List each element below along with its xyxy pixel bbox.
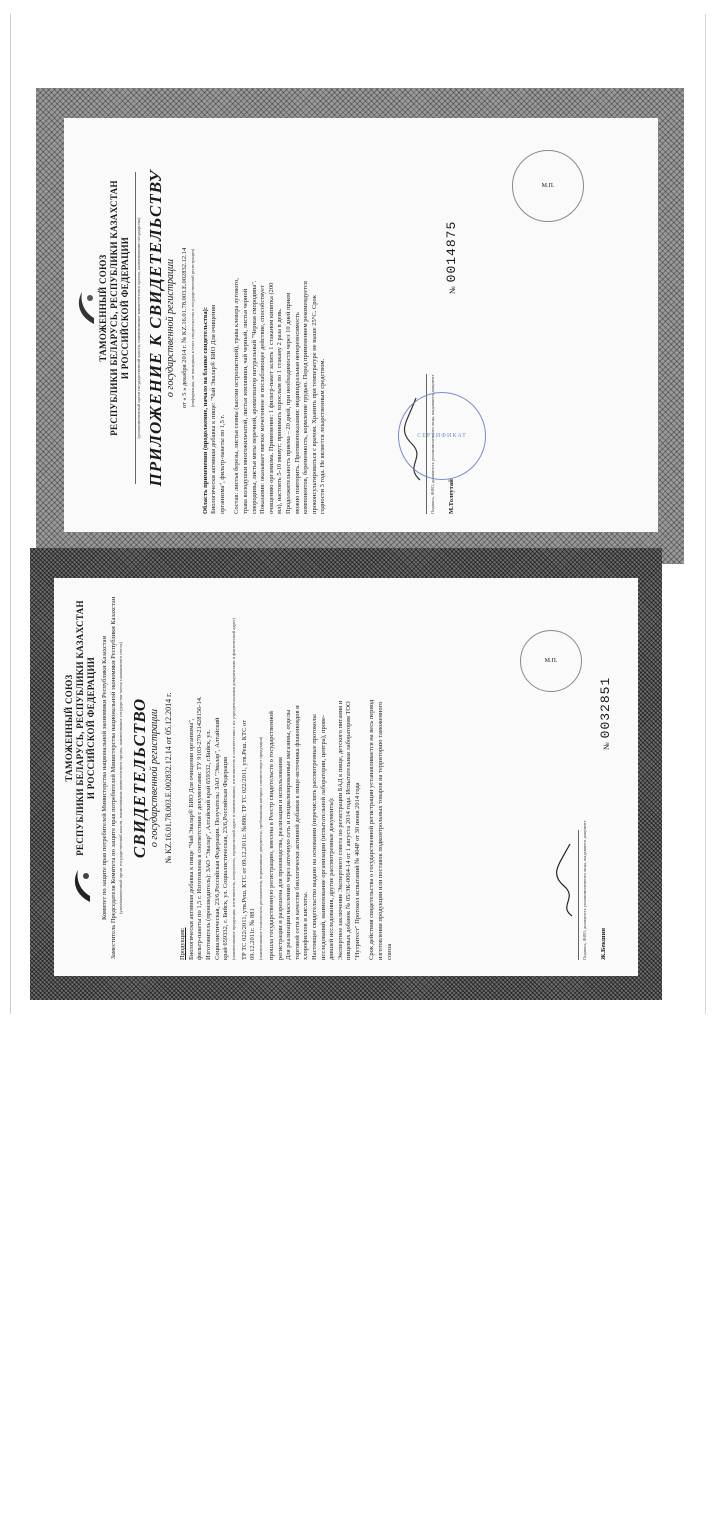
annex-composition-line: мл), настоять 5-10 минут; принимать взрослым по 1 стакану 2 раза в день. [276,308,284,514]
annex-composition-line: Состав: листья березы, листья сенны (кассии остролистной), трава клевера лугового, [233,278,241,514]
cert-product [179,596,237,960]
cert-authority-note: (уполномоченный орган государственной власти, наименование компетентного органа, наименование государства-члена таможенного союза) [118,641,124,915]
annex-composition-line: Продолжительность приема – 20 дней, при необходимости через 10 дней прием [284,292,292,514]
annex-stamp-text: СЕРТИФИКАТ [417,433,467,439]
cert-body-line: исследований, наименование организации (испытательной лаборатории, центра), прове- [319,714,327,960]
cert-union-line-3: И РОССИЙСКОЙ ФЕДЕРАЦИИ [86,656,96,800]
cert-serial-number: 0032851 [598,676,613,739]
cert-subtitle: о государственной регистрации [149,708,161,848]
annex-field-line: организма", фильтр-пакеты по 1,5 г. [218,414,226,514]
cert-reg-number: KZ.16.01.78.003.E.002832.12.14 [164,746,174,854]
cert-reg-date-label: от [164,736,174,745]
annex-composition-line: компонентов, беременность, кормление грудью. Перед применением рекомендуется [302,281,310,514]
annex-composition-line: Показания: оказывает мягкое мочегонное и послабляющее действие, способствует [259,285,267,514]
annex-field-heading: Область применения (продолжение, начало на бланке свидетельства): [201,306,209,514]
cert-authority: Комитет по защите прав потребителей Министерства национальной экономики Республики Казахстан [101,636,108,921]
cert-serial-label: № [602,742,611,750]
customs-union-logo [74,288,98,328]
cert-conformity [241,596,264,960]
annex-union-line-3: И РОССИЙСКОЙ ФЕДЕРАЦИИ [120,236,130,380]
cert-body-line: Экспертное заключение Экспертного совета по регистрации БАД к пище, детского питания и [336,700,344,960]
cert-body [268,596,363,960]
cert-reg-date: 05.12.2014 г. [164,692,174,735]
cert-product-label: Продукция: [179,927,187,960]
cert-body-line: прошла государственную регистрацию, внесена в Реестр свидетельств о государственной [267,711,275,960]
cert-product-line: Изготовитель (производитель): ЗАО "Эвалар", Алтайский край 659332, г.Бийск, ул. [204,729,212,960]
cert-conformity-note: (наименование технических регламентов, нормативные документы, требованиям которых соответствует продукция) [257,736,263,960]
cert-conformity-line: 09.12.2011г. № 881 [249,908,257,960]
annex-union-line-1: ТАМОЖЕННЫЙ СОЮЗ [98,254,108,362]
annex-composition-line: проконсультироваться с врачом. Хранить при температуре не выше 25°С. Срок [310,295,318,514]
cert-union-line-2: РЕСПУБЛИКИ БЕЛАРУСЬ, РЕСПУБЛИКИ КАЗАХСТАН [75,600,85,856]
cert-reg-number-label: № [164,855,174,864]
cert-body-line: хлорофиллов и кислоты. [302,891,310,960]
annex-union-line-2: РЕСПУБЛИКИ БЕЛАРУСЬ, РЕСПУБЛИКИ КАЗАХСТАН [109,180,119,436]
cert-conformity-line: ТР ТС 022/2011, утв.Реш. КТС от 09.12.2011г. №880; ТР ТС 022/2011, утв.Реш. КТС от [240,719,248,960]
annex-serial-label: № [448,286,457,294]
signature-scribble [556,840,580,920]
cert-product-line: фильтр-пакеты по 1,5 г. Изготовлена в соответствии с документами: ТУ 9103-270-21428156-14. [196,696,204,960]
cert-product-line: Социалистическая, 23/6,Российская Федерация. Получатель: ЗАО "Эвалар", Алтайский [213,717,221,960]
annex-composition-line: трава володушки многожильчатой, листья земляники, чай черный, листья черной [241,288,249,514]
cert-validity-line: Срок действия свидетельства о государственной регистрации устанавливается на весь период [368,699,376,960]
cert-product-line: Биологически активная добавка к пище "Чай Эвалар® БИО Для очищения организма", [187,718,195,960]
cert-validity-line: изготовления продукции или поставок подконтрольных товаров на территорию таможенного [377,701,385,960]
annex-blue-stamp [398,392,486,480]
cert-signer-name: Ж.Бекшин [600,928,607,960]
cert-body-line: дившей исследования, другие рассмотренные документы): [328,797,336,960]
cert-product-line: край 659332, г. Бийск, ул. Социалистическая, 23/6,Российская Федерация [222,757,230,960]
cert-product-note: (наименование продукции, изготовитель, получатель, юридический адрес и наименование, изготовитель в соответствии с их учредительными документами и фактический адрес) [230,617,236,960]
annex-serial-number: 0014875 [444,220,459,283]
annex-date-line: от « 5 » декабря 2014 г. № KZ.16.01.78.003.E.002832.12.14 [181,247,188,409]
annex-seal [512,150,584,222]
annex-signer-name: М.Толеутай [448,479,455,514]
cert-serial [596,677,614,750]
annex-authority-note: (уполномоченный орган государственной власти, наименование компетентного органа, наименование государства) [136,217,141,439]
cert-union-line-1: ТАМОЖЕННЫЙ СОЮЗ [64,674,74,782]
cert-body-line: пищевых добавок № 05/ЭК-0064-14 от 1 августа 2014 года. Испытательная лаборатория ТОО [345,701,353,960]
customs-union-logo [70,866,94,906]
annex-date-note: (информация, не вошедшая в текст свидетельства о государственной регистрации) [189,248,195,408]
annex-composition-line: можно повторить. Противопоказания: индивидуальная непереносимость [293,312,301,514]
annex-subtitle: о государственной регистрации [165,258,176,398]
cert-signer-post: Заместитель Председателя Комитета по защите прав потребителей Министерства национальной экономики Республики Казахстан [109,596,117,960]
annex-serial [442,221,460,294]
annex-title: ПРИЛОЖЕНИЕ К СВИДЕТЕЛЬСТВУ [146,169,165,487]
cert-body-line: регистрации и разрешена для производства, реализации и использования [276,757,284,960]
cert-validity [368,596,394,960]
cert-reg-line [164,596,174,960]
cert-body-line: "Нутритест" Протокол испытаний № 404Р от 30 июня 2014 года [353,782,361,960]
cert-body-line: торговой сети в качестве биологически активной добавки к пище-источника флавоноидов и [293,705,301,960]
annex-signature-note: Подпись, ФИО, должность уполномоченного лица, выдавшего документ [430,374,435,514]
annex-composition [233,142,328,514]
cert-title: СВИДЕТЕЛЬСТВО [130,697,150,859]
annex-composition-line: очищению организма. Применение: 1 фильтр-пакет залить 1 стаканом кипятка (200 [267,282,275,514]
cert-signature-note: Подпись, ФИО, должность уполномоченного лица, выдавшего документ [582,820,587,960]
annex-composition-line: смородины, листья мяты перечной, ароматизатор натуральный "Черная смородина". [250,280,258,514]
cert-validity-line: союза [385,943,393,960]
cert-body-line: Настоящее свидетельство выдано на основании (перечислить рассмотренные протоколы [310,714,318,960]
cert-body-line: Для реализации населению через аптечную сеть и специализированные магазины, отделы [285,709,293,960]
customs-union-logo [74,1497,96,1531]
annex-seal-text: М.П. [541,183,555,189]
cert-seal-text: М.П. [544,658,558,664]
annex-field-line: Биологически активная добавка к пище: "Чай Эвалар® БИО Для очищения [210,305,218,514]
cert-seal [520,630,582,692]
annex-composition-line: годности 3 года. Не является лекарственным средством. [319,358,327,514]
